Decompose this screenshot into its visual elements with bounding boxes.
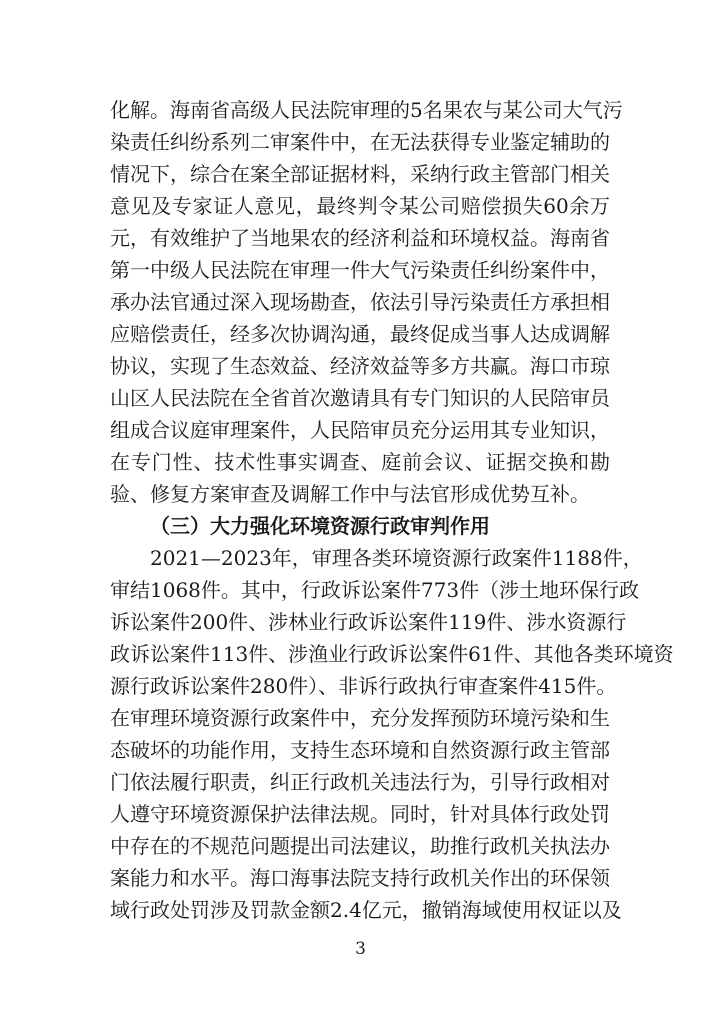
text-line: 政诉讼案件113件、涉渔业行政诉讼案件61件、其他各类环境资	[110, 642, 674, 666]
text-line: 染责任纠纷系列二审案件中，在无法获得专业鉴定辅助的	[110, 130, 610, 154]
text-line: 在专门性、技术性事实调查、庭前会议、证据交换和勘	[110, 450, 610, 474]
text-line: 诉讼案件200件、涉林业行政诉讼案件119件、涉水资源行	[110, 610, 627, 634]
text-line: 意见及专家证人意见，最终判令某公司赔偿损失60余万	[110, 194, 610, 218]
text-line: 域行政处罚涉及罚款金额2.4亿元，撤销海域使用权证以及	[110, 898, 622, 922]
text-line: 情况下，综合在案全部证据材料，采纳行政主管部门相关	[110, 162, 610, 186]
text-line: 协议，实现了生态效益、经济效益等多方共赢。海口市琼	[110, 354, 610, 378]
text-line: 案能力和水平。海口海事法院支持行政机关作出的环保领	[110, 866, 610, 890]
text-line: 中存在的不规范问题提出司法建议，助推行政机关执法办	[110, 834, 610, 858]
text-line: 第一中级人民法院在审理一件大气污染责任纠纷案件中，	[110, 258, 610, 282]
text-line: 元，有效维护了当地果农的经济利益和环境权益。海南省	[110, 226, 610, 250]
text-line: 2021—2023年，审理各类环境资源行政案件1188件，	[150, 546, 643, 570]
text-line: 组成合议庭审理案件，人民陪审员充分运用其专业知识，	[110, 418, 610, 442]
section-heading: （三）大力强化环境资源行政审判作用	[150, 514, 490, 538]
text-line: 源行政诉讼案件280件）、非诉行政执行审查案件415件。	[110, 674, 617, 698]
text-line: 审结1068件。其中，行政诉讼案件773件（涉土地环保行政	[110, 578, 640, 602]
text-line: 应赔偿责任，经多次协调沟通，最终促成当事人达成调解	[110, 322, 610, 346]
text-line: 化解。海南省高级人民法院审理的5名果农与某公司大气污	[110, 98, 623, 122]
text-line: 态破坏的功能作用，支持生态环境和自然资源行政主管部	[110, 738, 610, 762]
text-line: 人遵守环境资源保护法律法规。同时，针对具体行政处罚	[110, 802, 610, 826]
text-line: 验、修复方案审查及调解工作中与法官形成优势互补。	[110, 482, 590, 506]
text-line: 山区人民法院在全省首次邀请具有专门知识的人民陪审员	[110, 386, 610, 410]
page-number: 3	[355, 939, 366, 959]
text-line: 门依法履行职责，纠正行政机关违法行为，引导行政相对	[110, 770, 610, 794]
text-line: 在审理环境资源行政案件中，充分发挥预防环境污染和生	[110, 706, 610, 730]
text-line: 承办法官通过深入现场勘查，依法引导污染责任方承担相	[110, 290, 610, 314]
